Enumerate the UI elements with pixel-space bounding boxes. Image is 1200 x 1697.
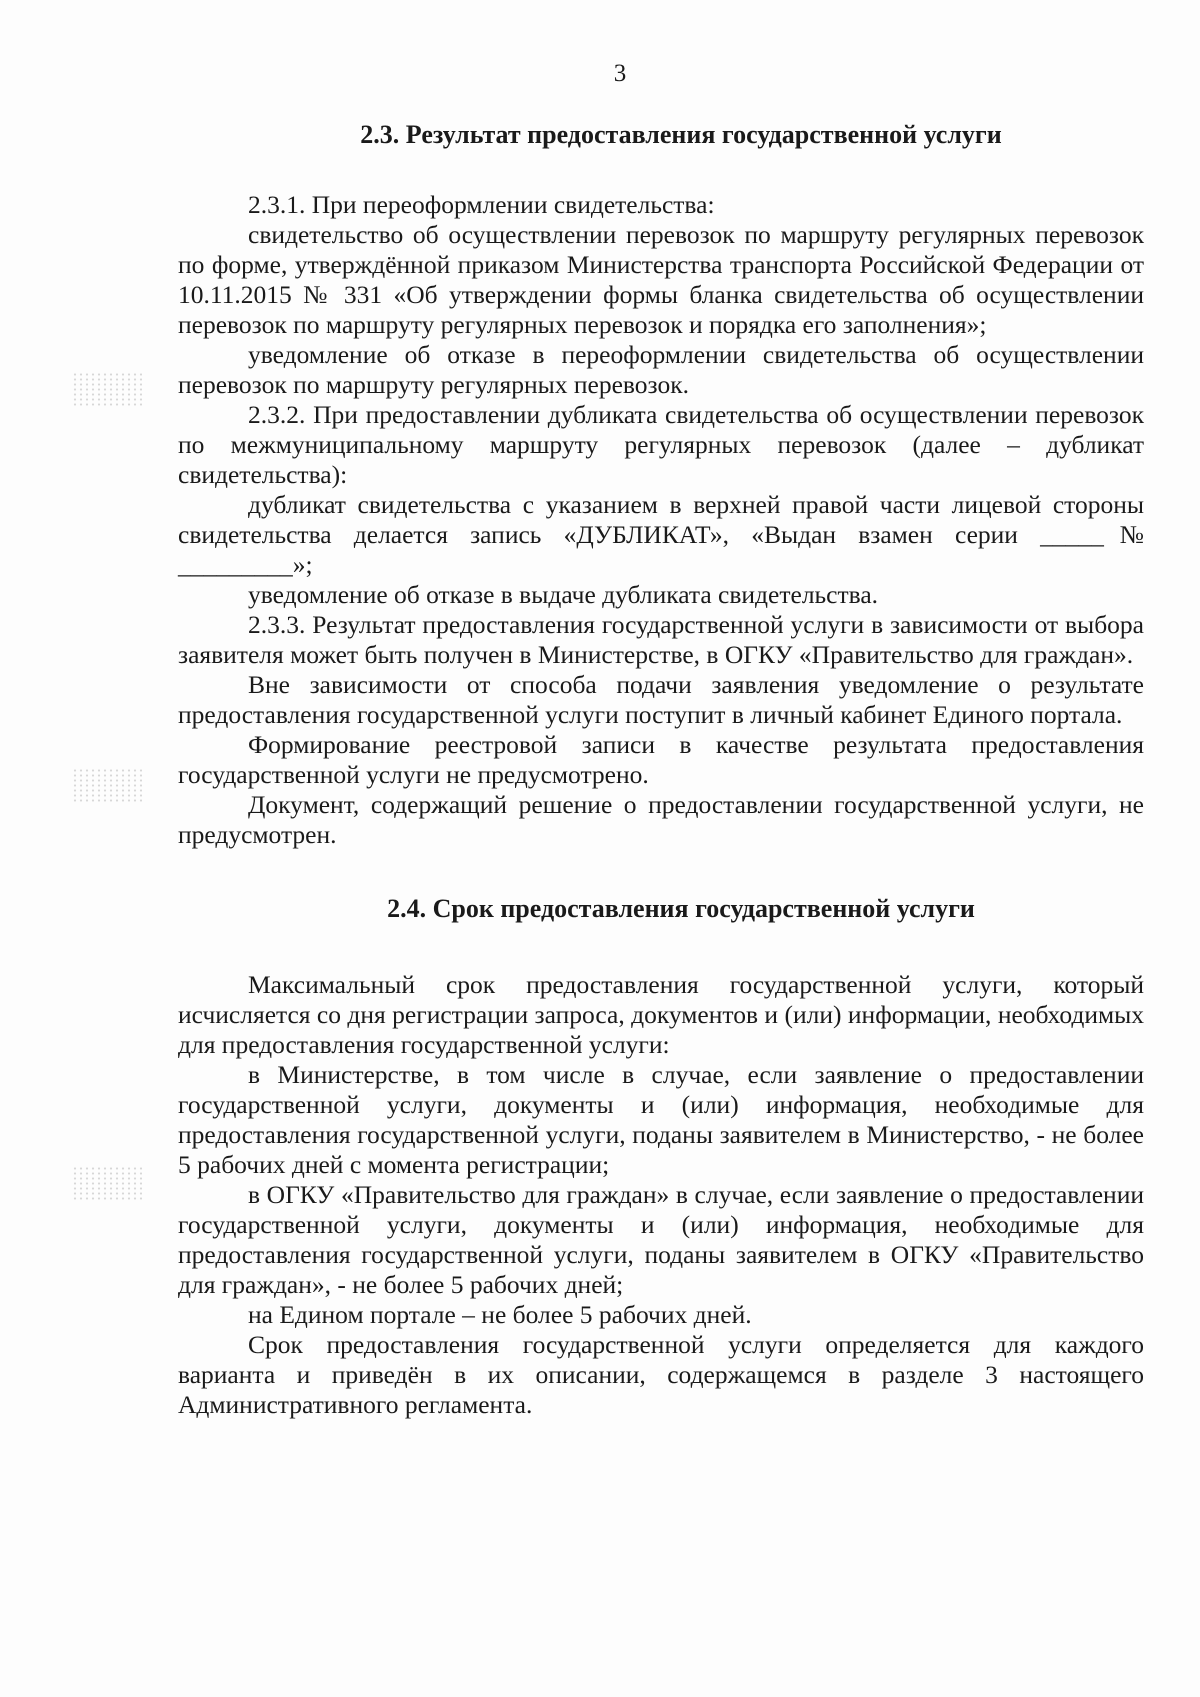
paragraph: Срок предоставления государственной услуги определяется для каждого варианта и приведён в их описании, содержащемся в разделе 3 настоящего Административного регламента. xyxy=(178,1330,1144,1419)
scan-artifact xyxy=(72,372,142,408)
paragraph: в Министерстве, в том числе в случае, если заявление о предоставлении государственной услуги, документы и (или) информация, необходимые для предоставления государственной услуги, поданы заявителем в Министерство, - не более 5 рабочих дней с момента регистрации; xyxy=(178,1060,1144,1179)
paragraph: Формирование реестровой записи в качестве результата предоставления государственной услуги не предусмотрено. xyxy=(178,730,1144,789)
paragraph: 2.3.3. Результат предоставления государственной услуги в зависимости от выбора заявителя может быть получен в Министерстве, в ОГКУ «Правительство для граждан». xyxy=(178,610,1144,669)
paragraph: в ОГКУ «Правительство для граждан» в случае, если заявление о предоставлении государственной услуги, документы и (или) информация, необходимые для предоставления государственной услуги, поданы заявителем в ОГКУ «Правительство для граждан», - не более 5 рабочих дней; xyxy=(178,1180,1144,1299)
scan-artifact xyxy=(72,1166,142,1202)
section-heading-2-3: 2.3. Результат предоставления государственной услуги xyxy=(360,120,1002,149)
paragraph: Документ, содержащий решение о предоставлении государственной услуги, не предусмотрен. xyxy=(178,790,1144,849)
paragraph: 2.3.2. При предоставлении дубликата свидетельства об осуществлении перевозок по межмуниципальному маршруту регулярных перевозок (далее – дубликат свидетельства): xyxy=(178,400,1144,489)
paragraph: Вне зависимости от способа подачи заявления уведомление о результате предоставления государственной услуги поступит в личный кабинет Единого портала. xyxy=(178,670,1144,729)
paragraph: на Едином портале – не более 5 рабочих дней. xyxy=(248,1300,752,1329)
scan-artifact xyxy=(72,768,142,804)
section-heading-2-4: 2.4. Срок предоставления государственной услуги xyxy=(387,894,975,923)
document-body xyxy=(178,118,1144,1420)
page-number: 3 xyxy=(613,60,627,87)
paragraph: 2.3.1. При переоформлении свидетельства: xyxy=(248,190,715,219)
paragraph: свидетельство об осуществлении перевозок по маршруту регулярных перевозок по форме, утверждённой приказом Министерства транспорта Российской Федерации от 10.11.2015 № 331 «Об утверждении формы бланка свидетельства об осуществлении перевозок по маршруту регулярных перевозок и порядка его заполнения»; xyxy=(178,220,1144,339)
paragraph: уведомление об отказе в выдаче дубликата свидетельства. xyxy=(248,580,879,609)
paragraph: дубликат свидетельства с указанием в верхней правой части лицевой стороны свидетельства делается запись «ДУБЛИКАТ», «Выдан взамен серии _____№ _________»; xyxy=(178,490,1144,579)
paragraph: Максимальный срок предоставления государственной услуги, который исчисляется со дня регистрации запроса, документов и (или) информации, необходимых для предоставления государственной услуги: xyxy=(178,970,1144,1059)
paragraph: уведомление об отказе в переоформлении свидетельства об осуществлении перевозок по маршруту регулярных перевозок. xyxy=(178,340,1144,399)
